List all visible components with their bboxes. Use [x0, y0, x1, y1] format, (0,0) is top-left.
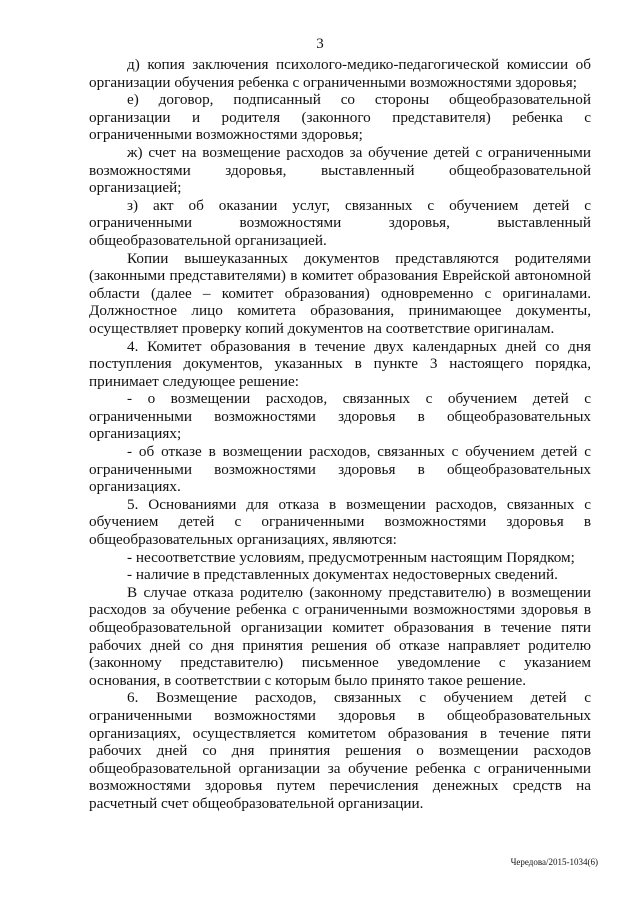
paragraph-decision-refuse: - об отказе в возмещении расходов, связанных с обучением детей с ограниченными возможностями здоровья в общеобразовательных организациях. — [89, 443, 591, 496]
paragraph-item-e: е) договор, подписанный со стороны общеобразовательной организации и родителя (законного представителя) ребенка с ограниченными возможностями здоровья; — [89, 91, 591, 144]
paragraph-ground-2: - наличие в представленных документах недостоверных сведений. — [127, 566, 558, 584]
paragraph-decision-reimburse: - о возмещении расходов, связанных с обучением детей с ограниченными возможностями здоровья в общеобразовательных организациях; — [89, 390, 591, 443]
paragraph-item-d: д) копия заключения психолого-медико-педагогической комиссии об организации обучения ребенка с ограниченными возможностями здоровья; — [89, 56, 591, 91]
paragraph-copies: Копии вышеуказанных документов представляются родителями (законными представителями) в комитет образования Еврейской автономной области (далее – комитет образования) одновременно с оригиналами. Должностное лицо комитета образования, принимающее документы, осуществляет проверку копий документов на соответствие оригиналам. — [89, 249, 591, 337]
page-number: 3 — [316, 36, 324, 52]
paragraph-clause-5: 5. Основаниями для отказа в возмещении расходов, связанных с обучением детей с ограниченными возможностями здоровья в общеобразовательных организациях, являются: — [89, 495, 591, 549]
paragraph-item-zh: ж) счет на возмещение расходов за обучение детей с ограниченными возможностями здоровья, выставленный общеобразовательной организацией; — [89, 143, 591, 197]
paragraph-ground-1: - несоответствие условиям, предусмотренным настоящим Порядком; — [127, 548, 575, 566]
paragraph-item-z: з) акт об оказании услуг, связанных с обучением детей с ограниченными возможностями здоровья, выставленный общеобразовательной организацией. — [89, 196, 591, 249]
paragraph-clause-4: 4. Комитет образования в течение двух календарных дней со дня поступления документов, указанных в пункте 3 настоящего порядка, принимает следующее решение: — [89, 337, 591, 390]
paragraph-clause-6: 6. Возмещение расходов, связанных с обучением детей с ограниченными возможностями здоровья в общеобразовательных организациях, осуществляется комитетом образования в течение пяти рабочих дней со дня принятия решения о возмещении расходов общеобразовательной организации за обучение ребенка с ограниченными возможностями здоровья путем перечисления денежных средств на расчетный счет общеобразовательной организации. — [89, 689, 591, 812]
document-body — [89, 56, 591, 813]
footer-reference: Чередова/2015-1034(6) — [510, 857, 598, 867]
paragraph-refusal-notice: В случае отказа родителю (законному представителю) в возмещении расходов за обучение ребенка с ограниченными возможностями здоровья в общеобразовательной организации комитет образования в течение пяти рабочих дней со дня принятия решения об отказе направляет родителю (законному представителю) письменное уведомление с указанием основания, в соответствии с которым было принято такое решение. — [89, 583, 591, 689]
